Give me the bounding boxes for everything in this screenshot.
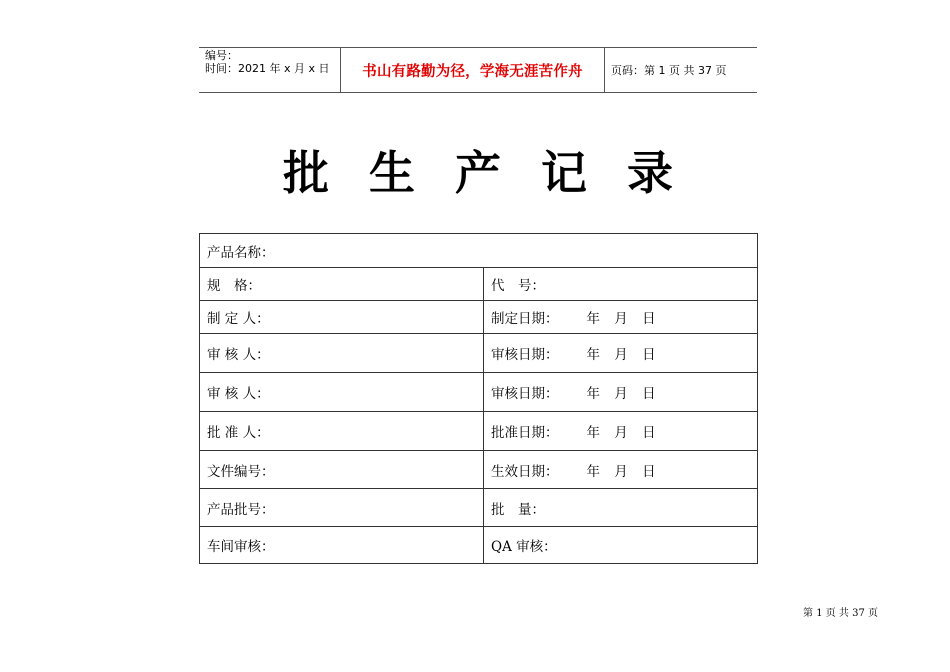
review-date-field[interactable] xyxy=(484,334,758,373)
batch-record-form xyxy=(199,233,758,564)
workshop-review-field[interactable]: 车间审核： xyxy=(200,527,484,564)
batch-size-field[interactable] xyxy=(484,489,758,527)
table-row xyxy=(200,373,758,412)
approval-date-label: 批准日期： xyxy=(491,425,559,441)
table-row xyxy=(200,527,758,564)
table-row xyxy=(200,268,758,301)
review-date-label: 审核日期： xyxy=(491,347,559,363)
header-number-label: 编号： xyxy=(205,49,238,62)
date-placeholder: 年 月 日 xyxy=(586,386,656,402)
title-char: 录 xyxy=(627,146,673,200)
title-char: 生 xyxy=(369,146,415,200)
author-date-label: 制定日期： xyxy=(491,311,559,327)
page-footer: 第 1 页 共 37 页 xyxy=(803,608,878,619)
author-field[interactable]: 制 定 人： xyxy=(200,301,484,334)
table-row xyxy=(200,489,758,527)
header-time-label: 时间：2021 年 x 月 x 日 xyxy=(205,62,330,75)
effective-date-field[interactable] xyxy=(484,451,758,489)
product-name-field[interactable]: 产品名称： xyxy=(200,234,758,268)
review-date-field[interactable] xyxy=(484,373,758,412)
batch-size-label: 批 量： xyxy=(491,501,545,518)
title-char: 批 xyxy=(283,146,329,200)
batch-number-field[interactable]: 产品批号： xyxy=(200,489,484,527)
table-row xyxy=(200,334,758,373)
header-page-info: 页码：第 1 页 共 37 页 xyxy=(611,64,727,77)
reviewer-field[interactable]: 审 核 人： xyxy=(200,334,484,373)
table-row xyxy=(200,301,758,334)
review-date-label: 审核日期： xyxy=(491,386,559,402)
date-placeholder: 年 月 日 xyxy=(586,463,656,480)
table-row xyxy=(200,412,758,451)
table-row xyxy=(200,451,758,489)
page-header xyxy=(199,47,757,93)
qa-review-label: QA 审核： xyxy=(491,539,557,555)
table-row xyxy=(200,234,758,268)
approval-date-field[interactable] xyxy=(484,412,758,451)
date-placeholder: 年 月 日 xyxy=(586,347,656,363)
header-meta xyxy=(199,48,341,92)
qa-review-field[interactable] xyxy=(484,527,758,564)
date-placeholder: 年 月 日 xyxy=(586,311,656,327)
header-motto: 书山有路勤为径，学海无涯苦作舟 xyxy=(341,48,605,92)
title-char: 记 xyxy=(541,146,587,200)
spec-field[interactable]: 规 格： xyxy=(200,268,484,301)
approver-field[interactable]: 批 准 人： xyxy=(200,412,484,451)
date-placeholder: 年 月 日 xyxy=(586,425,656,441)
effective-date-label: 生效日期： xyxy=(491,463,559,480)
document-title xyxy=(199,138,757,208)
title-char: 产 xyxy=(455,146,501,200)
code-field[interactable] xyxy=(484,268,758,301)
author-date-field[interactable] xyxy=(484,301,758,334)
reviewer-field[interactable]: 审 核 人： xyxy=(200,373,484,412)
document-number-field[interactable]: 文件编号： xyxy=(200,451,484,489)
code-label: 代 号： xyxy=(491,278,545,294)
